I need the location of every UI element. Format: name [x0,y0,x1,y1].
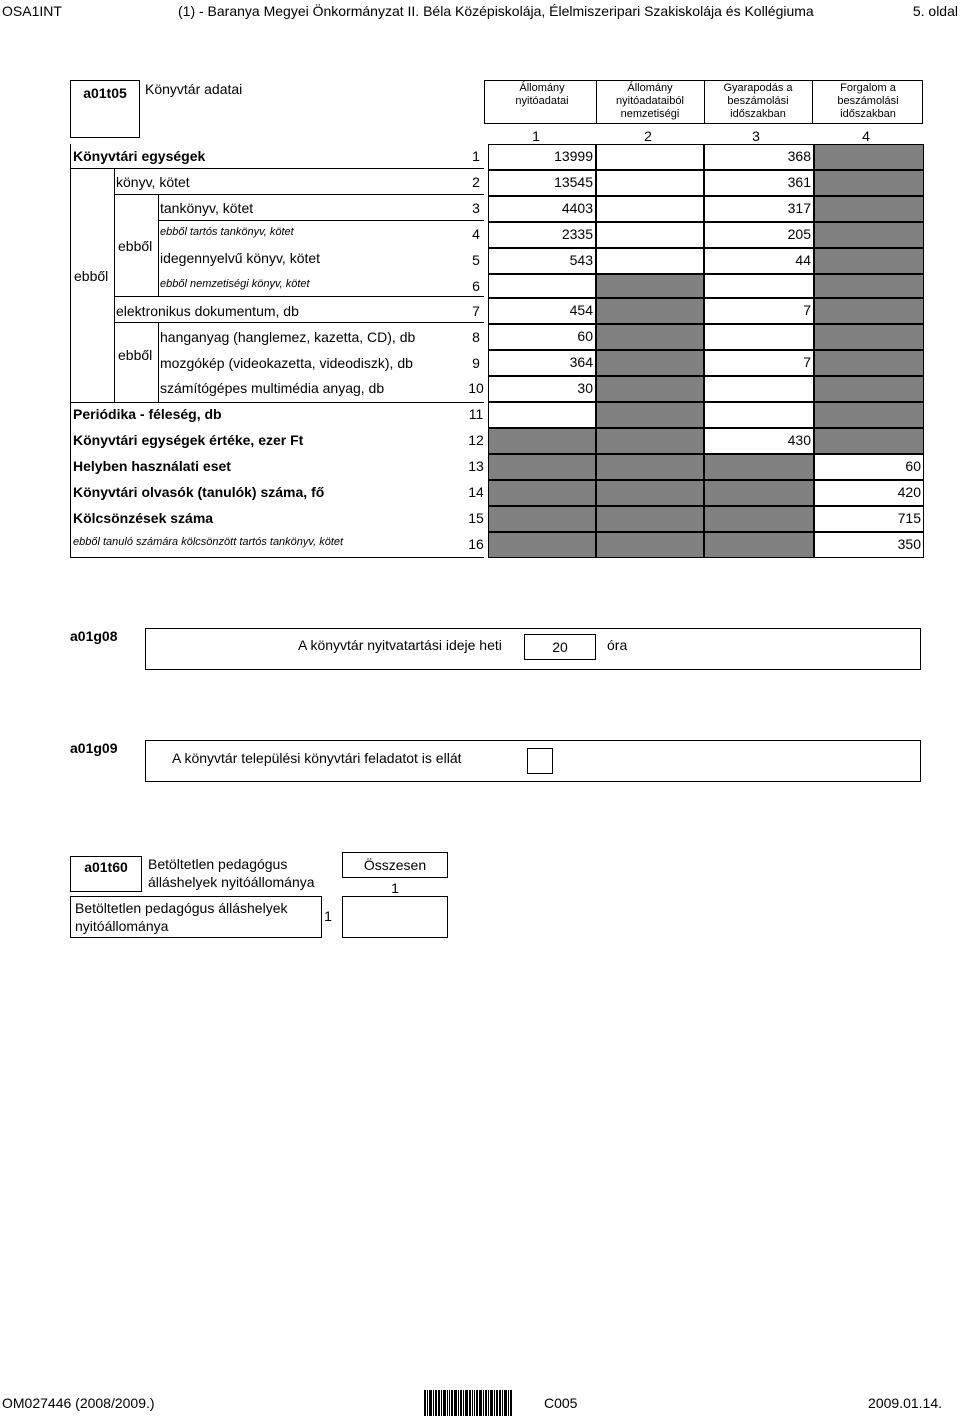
cell-r6-c4 [814,274,924,298]
cell-r13-c4[interactable]: 60 [814,454,924,480]
cell-r12-c4 [814,428,924,454]
cell-r4-c1[interactable]: 2335 [488,222,596,248]
cell-r16-c3 [704,532,814,558]
t60-row-label: Betöltetlen pedagógus álláshelyek nyitóállománya [75,900,288,934]
cell-r6-c2 [596,274,704,298]
row-11-number: 11 [468,406,484,422]
cell-r3-c3[interactable]: 317 [704,196,814,222]
cell-r11-c3[interactable] [704,402,814,428]
cell-r10-c4 [814,376,924,402]
row-8-label: hanganyag (hanglemez, kazetta, CD), db [160,329,416,345]
form-code: OSA1INT [2,3,62,19]
cell-r9-c1[interactable]: 364 [488,350,596,376]
row-12-label: Könyvtári egységek értéke, ezer Ft [73,432,304,448]
cell-r2-c1[interactable]: 13545 [488,170,596,196]
cell-r5-c4 [814,248,924,274]
cell-r15-c2 [596,506,704,532]
cell-r1-c3[interactable]: 368 [704,144,814,170]
ebbol-electronic-label: ebből [118,347,153,363]
cell-r4-c3[interactable]: 205 [704,222,814,248]
barcode [424,1390,534,1416]
g08-code: a01g08 [70,628,118,644]
cell-r12-c2 [596,428,704,454]
cell-r15-c1 [488,506,596,532]
row-3-number: 3 [472,200,480,216]
row-10-label: számítógépes multimédia anyag, db [160,380,385,396]
row-1-label: Könyvtári egységek [73,148,206,164]
table-title: Könyvtár adatai [145,81,243,97]
cell-r12-c3[interactable]: 430 [704,428,814,454]
t60-row-number: 1 [324,908,332,924]
cell-r11-c1[interactable] [488,402,596,428]
cell-r10-c3[interactable] [704,376,814,402]
page-number: 5. oldal [912,3,958,19]
row-5-number: 5 [472,252,480,268]
footer-date: 2009.01.14. [868,1395,942,1411]
t60-col-header: Összesen [342,852,448,878]
cell-r1-c1[interactable]: 13999 [488,144,596,170]
row-6-number: 6 [472,278,480,294]
row-15-number: 15 [468,510,484,526]
cell-r7-c2 [596,298,704,324]
cell-r3-c2[interactable] [596,196,704,222]
t60-value-cell[interactable] [342,896,448,938]
row-1-number: 1 [472,148,480,164]
g08-text: A könyvtár nyitvatartási ideje heti [298,637,502,653]
cell-r13-c3 [704,454,814,480]
footer-om-code: OM027446 (2008/2009.) [2,1395,155,1411]
cell-r8-c3[interactable] [704,324,814,350]
cell-r13-c1 [488,454,596,480]
t60-title: Betöltetlen pedagógus álláshelyek nyitóállománya [148,856,315,890]
cell-r13-c2 [596,454,704,480]
cell-r5-c3[interactable]: 44 [704,248,814,274]
row-10-number: 10 [468,380,484,396]
cell-r15-c3 [704,506,814,532]
col-3-label: Gyarapodás a beszámolási időszakban [723,82,793,120]
cell-r6-c3[interactable] [704,274,814,298]
g08-hours-field[interactable]: 20 [524,634,596,660]
institution-name: (1) - Baranya Megyei Önkormányzat II. Béla Középiskolája, Élelmiszeripari Szakiskolája és Kollégiuma [178,3,814,19]
col-4-label: Forgalom a beszámolási időszakban [837,82,899,120]
cell-r2-c3[interactable]: 361 [704,170,814,196]
t60-code-box [70,856,142,892]
cell-r10-c1[interactable]: 30 [488,376,596,402]
row-9-label: mozgókép (videokazetta, videodiszk), db [160,355,413,371]
row-7-number: 7 [472,303,480,319]
g08-unit: óra [607,637,628,653]
cell-r3-c1[interactable]: 4403 [488,196,596,222]
row-2-label: könyv, kötet [116,174,190,190]
row-5-label: idegennyelvű könyv, kötet [160,250,321,266]
cell-r8-c2 [596,324,704,350]
cell-r5-c1[interactable]: 543 [488,248,596,274]
col-1-number: 1 [532,128,540,144]
col-1-label: Állomány nyitóadatai [515,82,569,107]
cell-r4-c4 [814,222,924,248]
cell-r9-c4 [814,350,924,376]
g09-checkbox[interactable] [527,748,553,774]
table-code-box [70,80,140,138]
t60-row-label-box [70,896,322,938]
cell-r12-c1 [488,428,596,454]
row-4-number: 4 [472,226,480,242]
cell-r14-c2 [596,480,704,506]
t60-col-number: 1 [391,880,399,896]
cell-r6-c1[interactable] [488,274,596,298]
row-14-label: Könyvtári olvasók (tanulók) száma, fő [73,484,325,500]
cell-r16-c2 [596,532,704,558]
cell-r2-c2[interactable] [596,170,704,196]
row-12-number: 12 [468,432,484,448]
cell-r9-c2 [596,350,704,376]
row-11-label: Periódika - féleség, db [73,406,222,422]
cell-r1-c4 [814,144,924,170]
cell-r8-c4 [814,324,924,350]
col-3-number: 3 [752,128,760,144]
row-9-number: 9 [472,355,480,371]
cell-r10-c2 [596,376,704,402]
col-2-label: Állomány nyitóadataiból nemzetiségi [616,82,684,120]
cell-r14-c4[interactable]: 420 [814,480,924,506]
cell-r14-c3 [704,480,814,506]
cell-r1-c2[interactable] [596,144,704,170]
col-4-number: 4 [862,128,870,144]
cell-r7-c3[interactable]: 7 [704,298,814,324]
cell-r16-c1 [488,532,596,558]
row-8-number: 8 [472,329,480,345]
cell-r3-c4 [814,196,924,222]
row-14-number: 14 [468,484,484,500]
row-4-label: ebből tartós tankönyv, kötet [160,226,294,238]
ebbol-books-label: ebből [118,238,153,254]
table-code: a01t05 [83,85,127,101]
row-7-label: elektronikus dokumentum, db [116,303,299,319]
g09-code: a01g09 [70,740,118,756]
cell-r7-c4 [814,298,924,324]
row-6-label: ebből nemzetiségi könyv, kötet [160,278,310,290]
col-2-number: 2 [644,128,652,144]
cell-r11-c2 [596,402,704,428]
row-15-label: Kölcsönzések száma [73,510,214,526]
cell-r14-c1 [488,480,596,506]
cell-r5-c2[interactable] [596,248,704,274]
row-3-label: tankönyv, kötet [160,200,254,216]
row-16-number: 16 [468,536,484,552]
cell-r4-c2[interactable] [596,222,704,248]
row-16-label: ebből tanuló számára kölcsönzött tartós tankönyv, kötet [73,536,344,548]
row-13-number: 13 [468,458,484,474]
row-13-label: Helyben használati eset [73,458,231,474]
cell-r2-c4 [814,170,924,196]
cell-r11-c4 [814,402,924,428]
g09-text: A könyvtár települési könyvtári feladatot is ellát [172,750,462,766]
cell-r7-c1[interactable]: 454 [488,298,596,324]
footer-code: C005 [544,1395,578,1411]
cell-r8-c1[interactable]: 60 [488,324,596,350]
cell-r15-c4[interactable]: 715 [814,506,924,532]
row-2-number: 2 [472,174,480,190]
cell-r9-c3[interactable]: 7 [704,350,814,376]
ebbol-outer-label: ebből [74,268,109,284]
cell-r16-c4[interactable]: 350 [814,532,924,558]
t60-code: a01t60 [84,859,128,875]
